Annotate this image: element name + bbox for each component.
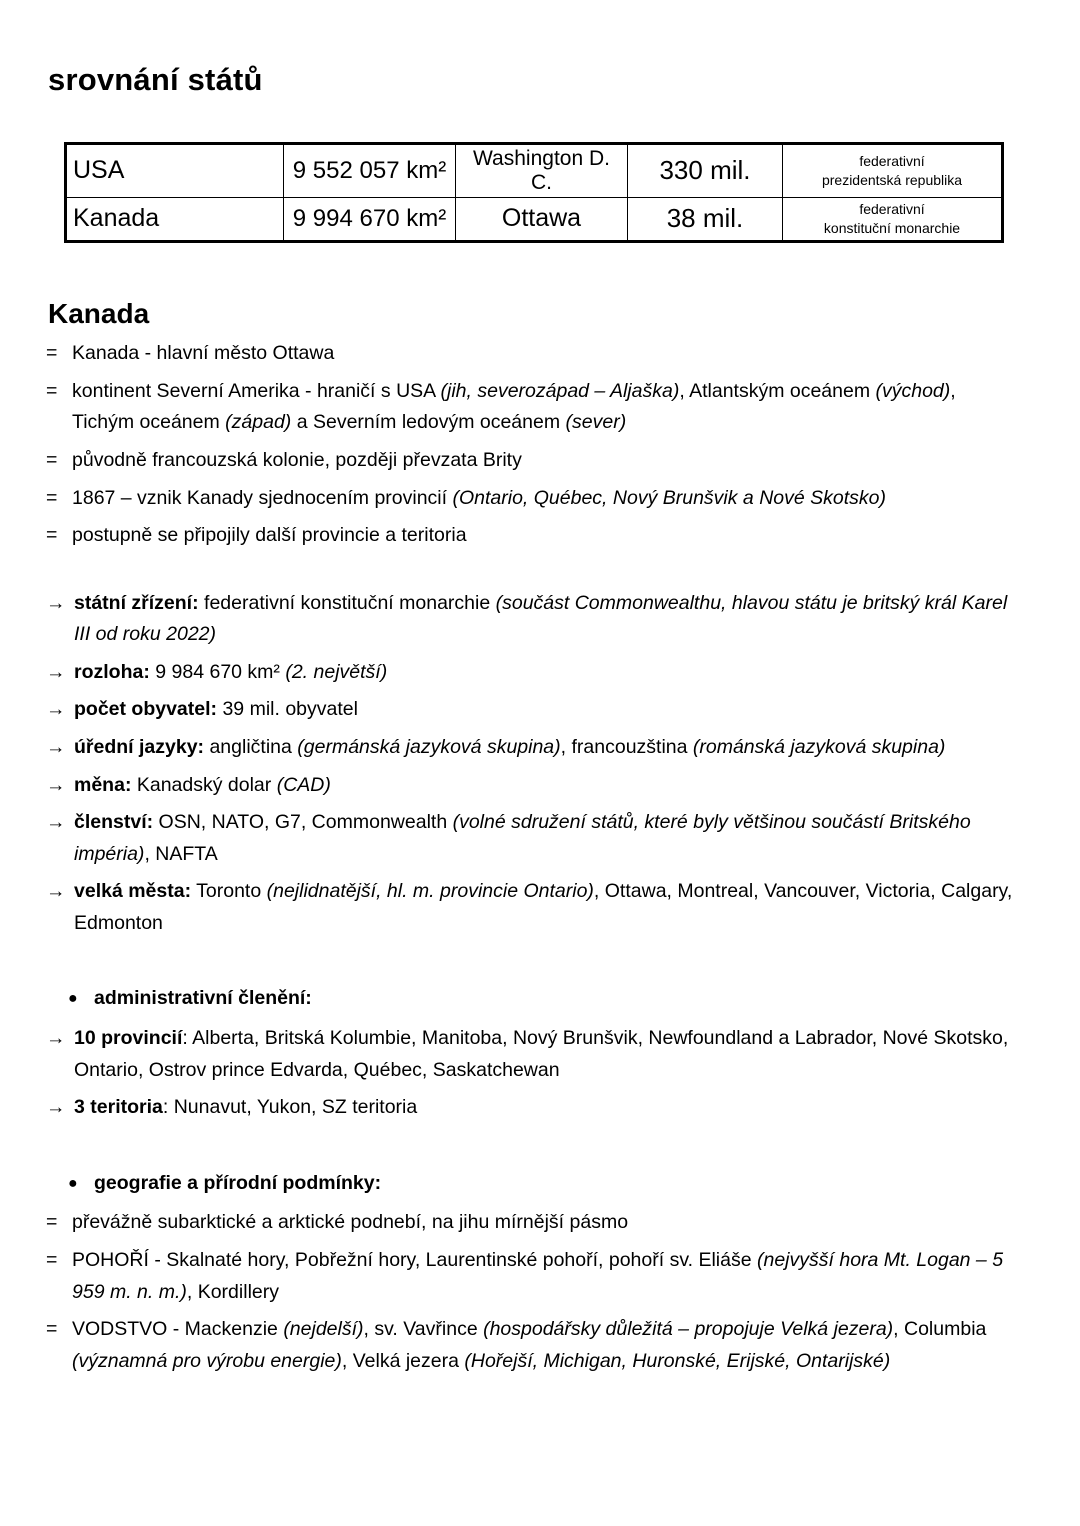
note-text: (nejvyšší hora Mt. Logan – 5 959 m. n. m.) xyxy=(72,1248,1004,1303)
note-line xyxy=(46,694,1020,726)
note-text: , Kordillery xyxy=(186,1280,279,1303)
note-text: (sever) xyxy=(565,411,627,434)
facts-list xyxy=(46,588,1020,940)
note-line xyxy=(46,1314,1020,1377)
note-line xyxy=(46,376,1020,439)
note-text: 10 provincií xyxy=(74,1027,183,1050)
equals-marker: = xyxy=(46,448,58,471)
note-text: (germánská jazyková skupina) xyxy=(297,736,561,759)
note-text: 3 teritoria xyxy=(74,1096,163,1119)
note-text: (významná pro výrobu energie) xyxy=(72,1349,342,1372)
note-text: Kanadský dolar xyxy=(131,773,277,796)
note-text: , Ottawa, Montreal, Vancouver, Victoria, Calgary, Edmonton xyxy=(74,880,1013,934)
note-line xyxy=(46,876,1020,939)
table-row xyxy=(66,143,1003,197)
arrow-icon: → xyxy=(46,736,66,759)
admin-section-heading xyxy=(46,983,1020,1015)
equals-marker: = xyxy=(46,1211,58,1234)
note-text: měna: xyxy=(74,773,132,796)
equals-marker: = xyxy=(46,379,58,402)
note-text: kontinent Severní Amerika - hraničí s USA xyxy=(72,379,441,402)
arrow-icon: → xyxy=(46,880,66,903)
note-text: (románská jazyková skupina) xyxy=(692,736,946,759)
note-text: úřední jazyky: xyxy=(74,736,205,759)
note-line xyxy=(46,445,1020,477)
note-text: (Ontario, Québec, Nový Brunšvik a Nové Skotsko) xyxy=(452,486,886,509)
comparison-table-container xyxy=(64,142,1020,243)
spacer xyxy=(46,945,1020,983)
spacer xyxy=(46,1130,1020,1168)
note-line xyxy=(46,588,1020,651)
table-body xyxy=(66,143,1003,241)
note-text: 1867 – vznik Kanady sjednocením provincií xyxy=(72,486,453,509)
bullet-icon: ● xyxy=(68,1174,78,1192)
country-comparison-table xyxy=(64,142,1004,243)
cell-government-system xyxy=(783,197,1003,241)
note-text: rozloha: xyxy=(74,660,150,683)
government-system-line-1: federativní xyxy=(859,152,925,169)
equals-marker: = xyxy=(46,1318,58,1341)
geography-section-heading-label: geografie a přírodní podmínky: xyxy=(94,1171,382,1194)
note-text: (součást Commonwealthu, hlavou státu je britský král Karel III od roku 2022) xyxy=(74,591,1008,646)
note-text: počet obyvatel: xyxy=(74,698,218,721)
note-text: , NAFTA xyxy=(144,842,218,865)
note-text: angličtina xyxy=(204,736,298,759)
equals-marker: = xyxy=(46,524,58,547)
note-text: (nejdelší) xyxy=(283,1318,364,1341)
equals-marker: = xyxy=(46,342,58,365)
geography-section xyxy=(46,1168,1020,1377)
note-line xyxy=(46,1023,1020,1086)
arrow-icon: → xyxy=(46,811,66,834)
government-system-line-2: prezidentská republika xyxy=(821,171,963,188)
note-text: členství: xyxy=(74,811,154,834)
intro-list xyxy=(46,338,1020,551)
note-text: (2. největší) xyxy=(285,660,388,683)
note-text: , Tichým oceánem xyxy=(72,379,956,434)
note-text: velká města: xyxy=(74,880,192,903)
geography-list xyxy=(46,1207,1020,1377)
note-text: 39 mil. obyvatel xyxy=(217,698,358,721)
bullet-icon: ● xyxy=(68,990,78,1008)
note-text: Toronto xyxy=(191,880,267,903)
government-system-line-1: federativní xyxy=(859,200,925,217)
table-row xyxy=(66,197,1003,241)
cell-government-system xyxy=(783,143,1003,197)
spacer xyxy=(46,558,1020,588)
cell-country: Kanada xyxy=(66,197,284,241)
admin-section xyxy=(46,983,1020,1123)
note-text: VODSTVO - Mackenzie xyxy=(72,1318,284,1341)
arrow-icon: → xyxy=(46,1027,66,1050)
note-text: (hospodářsky důležitá – propojuje Velká jezera) xyxy=(483,1318,894,1341)
note-line xyxy=(46,1207,1020,1239)
government-system-line-2: konstituční monarchie xyxy=(823,219,961,236)
arrow-icon: → xyxy=(46,591,66,614)
note-line xyxy=(46,807,1020,870)
note-text: , sv. Vavřince xyxy=(363,1318,484,1341)
equals-marker: = xyxy=(46,1248,58,1271)
note-line xyxy=(46,770,1020,802)
note-text: (nejlidnatější, hl. m. provincie Ontario) xyxy=(266,880,594,903)
note-text: , Atlantským oceánem xyxy=(679,379,876,402)
note-text: , Velká jezera xyxy=(341,1349,465,1372)
note-text: státní zřízení: xyxy=(74,591,199,614)
arrow-icon: → xyxy=(46,660,66,683)
note-text: Kanada - hlavní město Ottawa xyxy=(72,342,335,365)
note-text: : Nunavut, Yukon, SZ teritoria xyxy=(162,1096,418,1119)
note-line xyxy=(46,338,1020,370)
admin-section-heading-label: administrativní členění: xyxy=(94,987,312,1010)
note-line xyxy=(46,657,1020,689)
note-text: federativní konstituční monarchie xyxy=(198,591,496,614)
page-title: srovnání států xyxy=(48,62,263,97)
cell-area: 9 994 670 km² xyxy=(284,197,456,241)
equals-marker: = xyxy=(46,486,58,509)
note-text: POHOŘÍ - Skalnaté hory, Pobřežní hory, Laurentinské pohoří, pohoří sv. Eliáše xyxy=(72,1248,757,1271)
geography-section-heading xyxy=(46,1168,1020,1200)
note-text: , francouzština xyxy=(560,736,693,759)
note-text: převážně subarktické a arktické podnebí, na jihu mírnější pásmo xyxy=(72,1211,629,1234)
arrow-icon: → xyxy=(46,698,66,721)
note-text: (západ) xyxy=(225,411,292,434)
admin-list xyxy=(46,1023,1020,1124)
note-line xyxy=(46,1245,1020,1308)
note-line xyxy=(46,732,1020,764)
arrow-icon: → xyxy=(46,773,66,796)
cell-capital: Ottawa xyxy=(456,197,628,241)
cell-population: 330 mil. xyxy=(628,143,783,197)
note-line xyxy=(46,483,1020,515)
cell-country: USA xyxy=(66,143,284,197)
note-text: postupně se připojily další provincie a teritoria xyxy=(72,524,467,547)
arrow-icon: → xyxy=(46,1096,66,1119)
note-text: : Alberta, Britská Kolumbie, Manitoba, Nový Brunšvik, Newfoundland a Labrador, Nové Skotsko, Ontario, Ostrov prince Edvarda, Québec, Saskatchewan xyxy=(74,1027,1009,1081)
note-text: (jih, severozápad – Aljaška) xyxy=(440,379,680,402)
note-text: (CAD) xyxy=(276,773,331,796)
note-text: (Hořejší, Michigan, Huronské, Erijské, Ontarijské) xyxy=(464,1349,891,1372)
note-text: původně francouzská kolonie, později převzata Brity xyxy=(72,448,522,471)
note-line xyxy=(46,1092,1020,1124)
cell-area: 9 552 057 km² xyxy=(284,143,456,197)
note-text: 9 984 670 km² xyxy=(149,660,286,683)
cell-population: 38 mil. xyxy=(628,197,783,241)
note-text: (volné sdružení států, které byly většinou součástí Britského impéria) xyxy=(74,811,971,865)
section-heading-kanada: Kanada xyxy=(48,297,150,329)
note-text: , Columbia xyxy=(893,1318,987,1341)
note-text: (východ) xyxy=(875,379,951,402)
cell-capital: Washington D. C. xyxy=(456,143,628,197)
note-line xyxy=(46,520,1020,552)
note-text: a Severním ledovým oceánem xyxy=(291,411,566,434)
note-text: OSN, NATO, G7, Commonwealth xyxy=(153,811,453,834)
